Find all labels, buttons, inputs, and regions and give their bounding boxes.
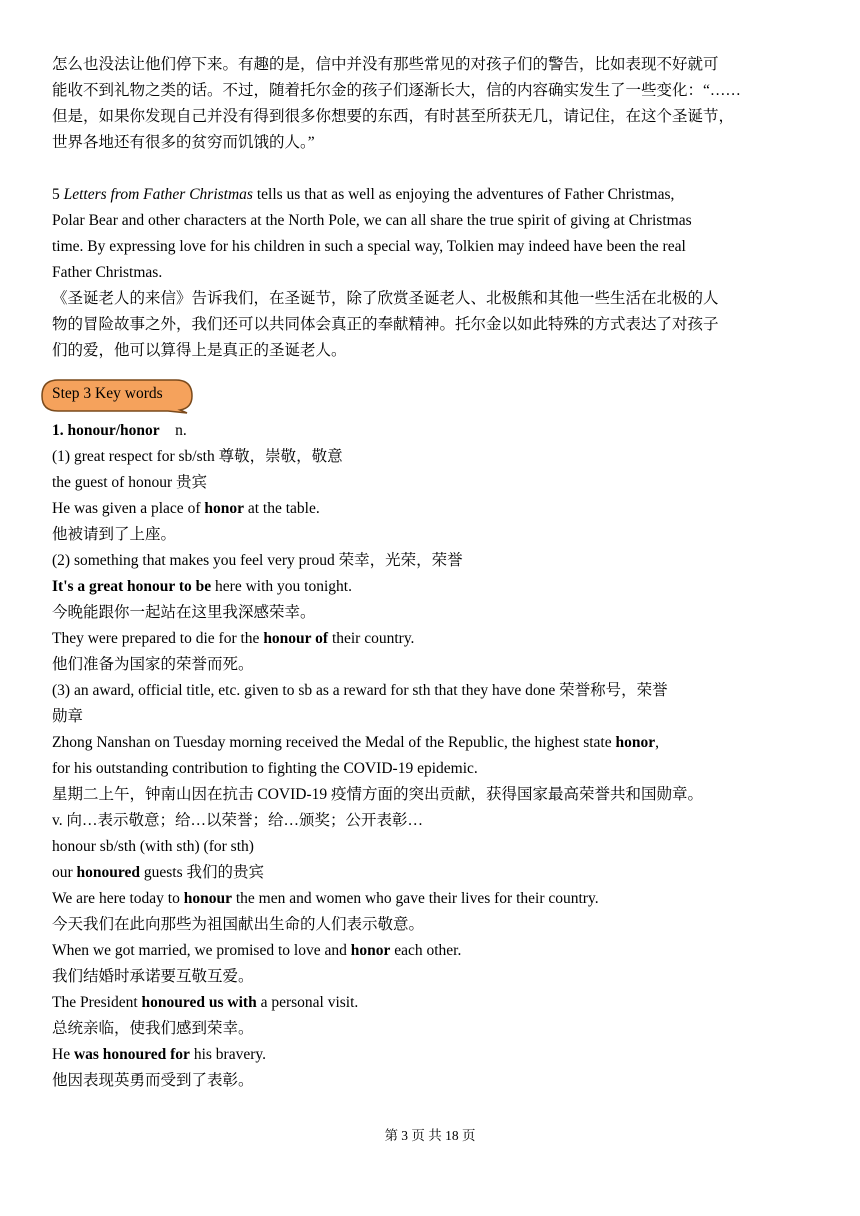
example-translation: 今天我们在此向那些为祖国献出生命的人们表示敬意。 (52, 916, 425, 933)
text-span: When we got married, we promised to love and (52, 942, 351, 959)
text-line: 能收不到礼物之类的话。不过，随着托尔金的孩子们逐渐长大，信的内容确实发生了一些变化：“…… (52, 82, 741, 99)
example (52, 886, 812, 912)
text-line: time. By expressing love for his children in such a special way, Tolkien may indeed have been the real (52, 238, 686, 255)
example-translation: 他因表现英勇而受到了表彰。 (52, 1072, 254, 1089)
text-span: here with you tonight. (211, 578, 352, 595)
example: the guest of honour 贵宾 (52, 474, 207, 491)
text-line: 怎么也没法让他们停下来。有趣的是，信中并没有那些常见的对孩子们的警告，比如表现不好就可 (52, 56, 719, 73)
example-translation: 他们准备为国家的荣誉而死。 (52, 656, 254, 673)
bold-span: honor (615, 734, 656, 751)
example-translation: 他被请到了上座。 (52, 526, 177, 543)
text-span: each other. (390, 942, 462, 959)
example (52, 938, 812, 964)
text-span: their country. (328, 630, 415, 647)
example (52, 730, 812, 756)
sense-3-cont: 勋章 (52, 708, 84, 725)
text-line (52, 182, 812, 208)
text-span: the men and women who gave their lives for their country. (231, 890, 599, 907)
example (52, 496, 812, 522)
bold-span: It's a great honour to be (52, 578, 212, 595)
text-span: He was given a place of (52, 500, 205, 517)
example (52, 626, 812, 652)
document-page (52, 52, 812, 1094)
bold-span: honour (183, 890, 232, 907)
bold-span: was honoured for (73, 1046, 190, 1063)
step-badge (40, 378, 196, 414)
bold-span: honoured us with (141, 994, 257, 1011)
text-span: He (52, 1046, 74, 1063)
example (52, 990, 812, 1016)
example-translation: 我们结婚时承诺要互敬互爱。 (52, 968, 254, 985)
paragraph-5 (52, 182, 812, 364)
text-line: Polar Bear and other characters at the North Pole, we can all share the true spirit of giving at Christmas (52, 212, 692, 229)
text-span: Zhong Nanshan on Tuesday morning received the Medal of the Republic, the highest state (52, 734, 616, 751)
vocab-entry (52, 418, 812, 1094)
text-span: The President (52, 994, 142, 1011)
text-span: his bravery. (189, 1046, 266, 1063)
bold-span: honor (204, 500, 244, 517)
example (52, 574, 812, 600)
page-footer: 第 3 页 共 18 页 (384, 1128, 476, 1143)
bold-span: honor (350, 942, 391, 959)
text-line: 物的冒险故事之外，我们还可以共同体会真正的奉献精神。托尔金以如此特殊的方式表达了对孩子 (52, 316, 719, 333)
text-span: They were prepared to die for the (52, 630, 264, 647)
text-span: , (655, 734, 659, 751)
example: for his outstanding contribution to fighting the COVID-19 epidemic. (52, 760, 478, 777)
text-span: tells us that as well as enjoying the adventures of Father Christmas, (252, 186, 675, 203)
text-line: 但是，如果你发现自己并没有得到很多你想要的东西，有时甚至所获无几，请记住，在这个圣诞节， (52, 108, 735, 125)
verb-definition: v. 向…表示敬意；给…以荣誉；给…颁奖；公开表彰… (52, 812, 423, 829)
bold-span: honoured (76, 864, 141, 881)
text-span: our (52, 864, 77, 881)
vocab-word: 1. honour/honor (52, 422, 160, 439)
sense-2: (2) something that makes you feel very proud 荣幸，光荣，荣誉 (52, 552, 463, 569)
bold-span: honour of (263, 630, 329, 647)
example-translation: 总统亲临，使我们感到荣幸。 (52, 1020, 254, 1037)
book-title: Letters from Father Christmas (63, 186, 253, 203)
verb-pattern: honour sb/sth (with sth) (for sth) (52, 838, 254, 855)
step-label: Step 3 Key words (52, 385, 163, 402)
text-line: 们的爱，他可以算得上是真正的圣诞老人。 (52, 342, 347, 359)
text-span: a personal visit. (256, 994, 359, 1011)
sense-1: (1) great respect for sb/sth 尊敬，崇敬，敬意 (52, 448, 343, 465)
part-of-speech: n. (175, 422, 187, 439)
sense-3: (3) an award, official title, etc. given to sb as a reward for sth that they have done 荣誉称号，荣誉 (52, 682, 668, 699)
example (52, 1042, 812, 1068)
example (52, 860, 812, 886)
text-line: 《圣诞老人的来信》告诉我们，在圣诞节，除了欣赏圣诞老人、北极熊和其他一些生活在北极的人 (52, 290, 719, 307)
text-span: guests 我们的贵宾 (140, 864, 265, 881)
text-line: Father Christmas. (52, 264, 163, 281)
example-translation: 今晚能跟你一起站在这里我深感荣幸。 (52, 604, 316, 621)
text-span: We are here today to (52, 890, 184, 907)
intro-paragraph-zh (52, 52, 812, 156)
paragraph-number: 5 (52, 186, 64, 203)
text-span: at the table. (243, 500, 320, 517)
example-translation: 星期二上午，钟南山因在抗击 COVID-19 疫情方面的突出贡献，获得国家最高荣誉共和国勋章。 (52, 786, 703, 803)
text-line: 世界各地还有很多的贫穷而饥饿的人。” (52, 134, 315, 151)
vocab-heading (52, 418, 812, 444)
